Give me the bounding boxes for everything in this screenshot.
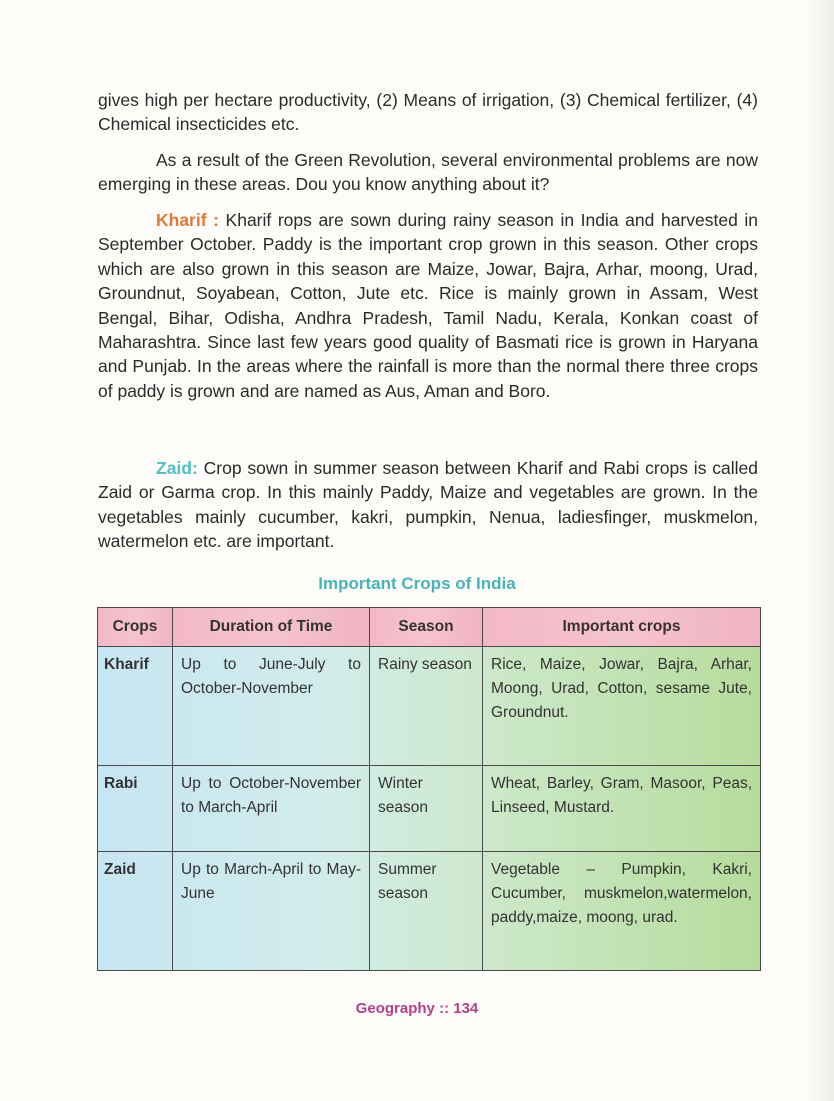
page-edge-shadow <box>804 0 834 1101</box>
header-season: Season <box>370 608 483 647</box>
cell-crop: Kharif <box>98 647 173 766</box>
cell-season: Summer season <box>370 851 483 970</box>
zaid-label: Zaid: <box>156 458 198 478</box>
table-title: Important Crops of India <box>318 574 516 593</box>
cell-important-crops: Rice, Maize, Jowar, Bajra, Arhar, Moong, Urad, Cotton, sesame Jute, Groundnut. <box>483 647 761 766</box>
cell-important-crops: Wheat, Barley, Gram, Masoor, Peas, Linseed, Mustard. <box>483 766 761 852</box>
crops-table <box>97 607 761 971</box>
header-important-crops: Important crops <box>483 608 761 647</box>
page-footer: Geography :: 134 <box>355 1000 479 1017</box>
header-duration: Duration of Time <box>173 608 370 647</box>
paragraph-zaid <box>98 456 758 554</box>
kharif-label: Kharif : <box>156 210 219 230</box>
cell-crop: Zaid <box>98 851 173 970</box>
zaid-text: Crop sown in summer season between Kharif and Rabi crops is called Zaid or Garma crop. In this mainly Paddy, Maize and vegetables are grown. In the vegetables mainly cucumber, kakri, pumpkin, Nenua, ladiesfinger, muskmelon, watermelon etc. are important. <box>98 458 758 552</box>
header-crops: Crops <box>98 608 173 647</box>
cell-important-crops: Vegetable – Pumpkin, Kakri, Cucumber, muskmelon,watermelon, paddy,maize, moong, urad. <box>483 851 761 970</box>
paragraph-kharif <box>98 208 758 403</box>
cell-crop: Rabi <box>98 766 173 852</box>
table-row <box>98 766 761 852</box>
paragraph-environmental-problems: As a result of the Green Revolution, several environmental problems are now emerging in these areas. Dou you know anything about it? <box>98 150 758 195</box>
cell-duration: Up to October-November to March-April <box>173 766 370 852</box>
cell-season: Winter season <box>370 766 483 852</box>
table-row <box>98 851 761 970</box>
kharif-text: Kharif rops are sown during rainy season in India and harvested in September October. Paddy is the important crop grown in this season. Other crops which are also grown in this season are Maize, Jowar, Bajra, Arhar, moong, Urad, Groundnut, Soyabean, Cotton, Jute etc. Rice is mainly grown in Assam, West Bengal, Bihar, Odisha, Andhra Pradesh, Tamil Nadu, Kerala, Konkan coast of Maharashtra. Since last few years good quality of Basmati rice is grown in Haryana and Punjab. In the areas where the rainfall is more than the normal there three crops of paddy is grown and are named as Aus, Aman and Boro. <box>98 210 759 401</box>
table-header-row <box>98 608 761 647</box>
cell-duration: Up to March-April to May-June <box>173 851 370 970</box>
cell-season: Rainy season <box>370 647 483 766</box>
paragraph-green-revolution-factors: gives high per hectare productivity, (2) Means of irrigation, (3) Chemical fertilizer, (4) Chemical insecticides etc. <box>98 90 758 135</box>
cell-duration: Up to June-July to October-November <box>173 647 370 766</box>
table-row <box>98 647 761 766</box>
